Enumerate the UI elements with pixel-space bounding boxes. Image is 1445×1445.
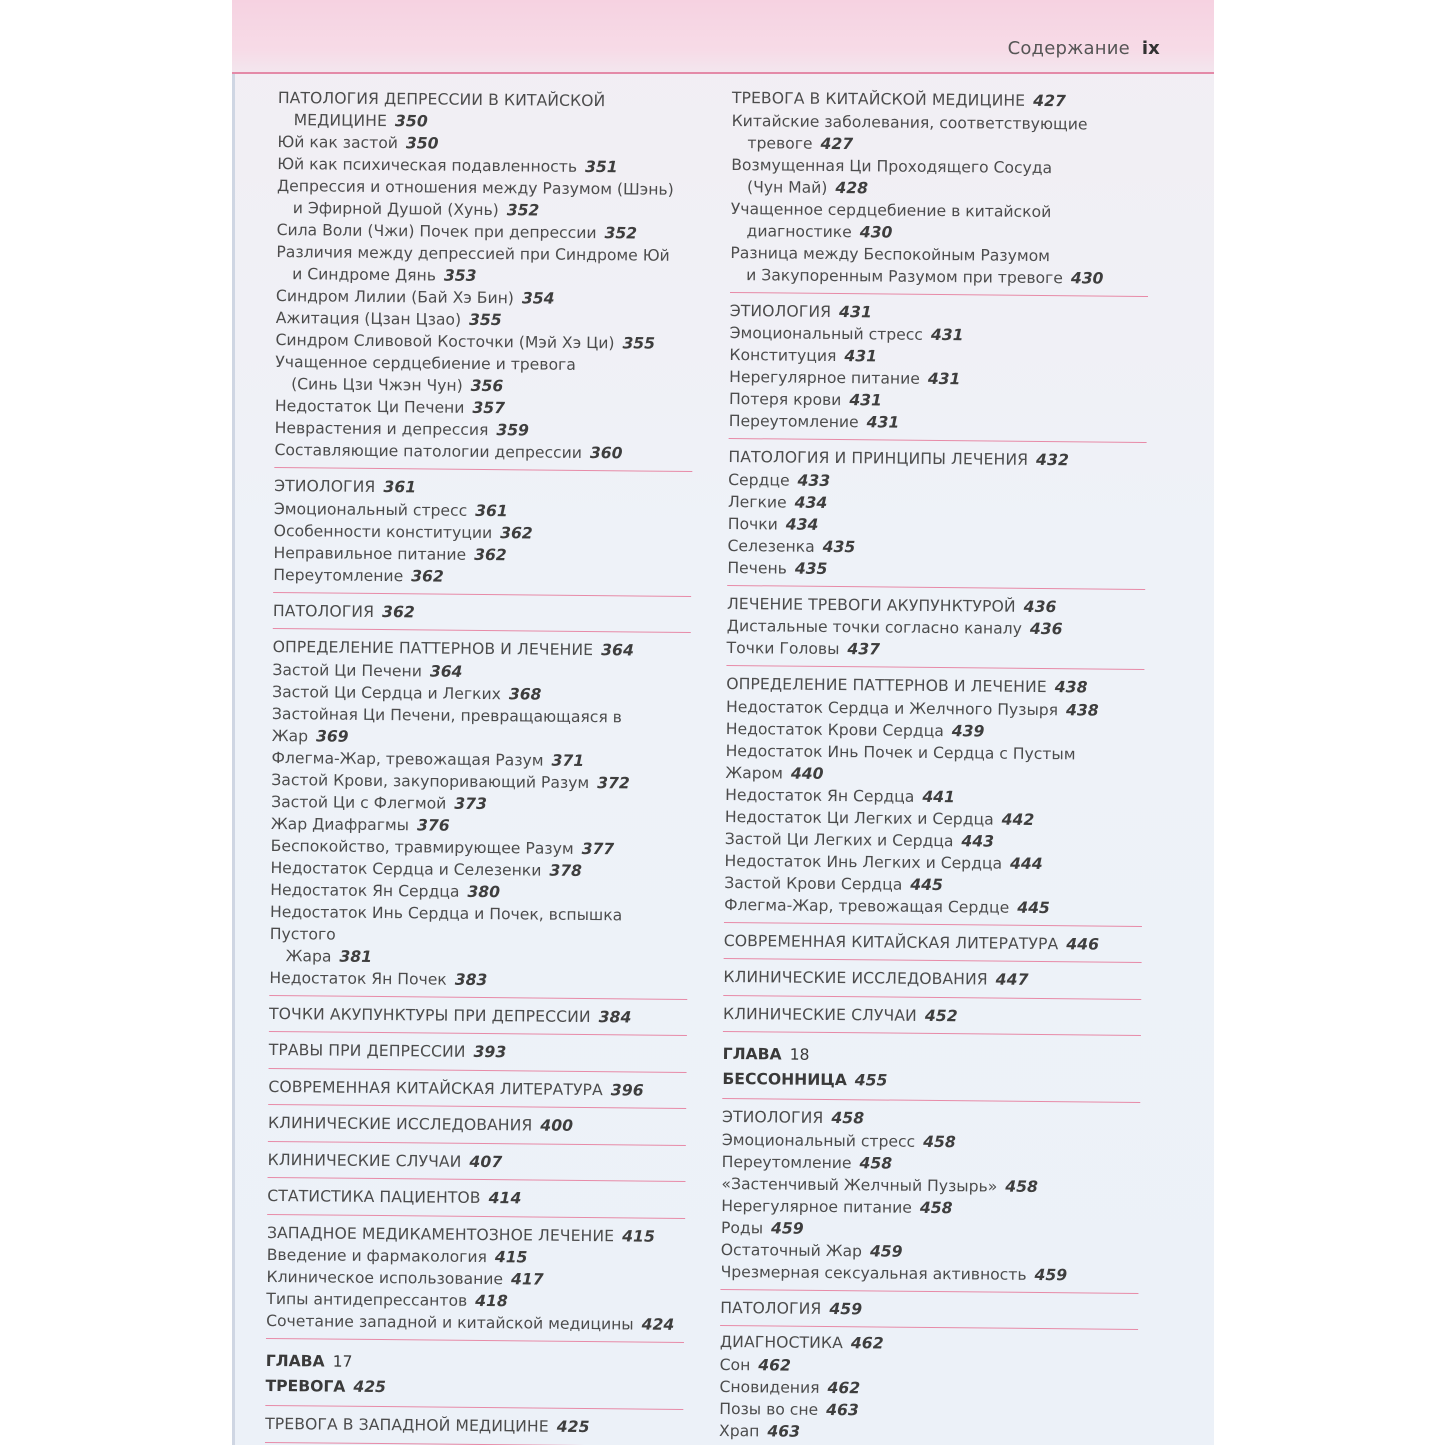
toc-entry-text: Сила Воли (Чжи) Почек при депрессии: [276, 220, 597, 243]
toc-page-number: 438: [1066, 700, 1099, 720]
toc-page-number: 371: [551, 751, 585, 770]
toc-entry[interactable]: [274, 439, 692, 465]
chapter-title: [722, 1067, 1140, 1096]
toc-entry-text: и Синдроме Дянь: [292, 265, 437, 285]
toc-section: [730, 86, 1150, 297]
toc-entry-text: Переутомление: [721, 1152, 852, 1172]
toc-entry-text: ЭТИОЛОГИЯ: [722, 1107, 824, 1127]
toc-section: [265, 1412, 683, 1445]
toc-page-number: 383: [454, 970, 488, 989]
toc-page-number: 359: [496, 421, 530, 440]
toc-entry-text: Застой Ци с Флегмой: [271, 792, 447, 813]
toc-section: [268, 1147, 686, 1182]
toc-page-number: 452: [924, 1006, 958, 1025]
toc-page-number: 432: [1036, 450, 1070, 470]
toc-page-number: 463: [826, 1400, 859, 1419]
toc-entry-text: Юй как застой: [277, 132, 399, 153]
toc-entry-text: Составляющие патологии депрессии: [274, 440, 583, 462]
toc-entry-text: Застойная Ци Печени, превращающаяся в Жар: [271, 704, 623, 745]
toc-entry-text: Застой Ци Сердца и Легких: [272, 682, 501, 703]
toc-entry-text: Роды: [720, 1218, 764, 1237]
toc-entry-text: Учащенное сердцебиение и тревога: [275, 352, 576, 374]
toc-entry-text: Недостаток Инь Почек и Сердца с Пустым Жаром: [725, 741, 1076, 783]
book-page: [232, 0, 1214, 1445]
toc-entry-text: КЛИНИЧЕСКИЕ СЛУЧАИ: [723, 1004, 917, 1025]
toc-section: [269, 635, 690, 999]
toc-entry-text: Синдром Лилии (Бай Хэ Бин): [275, 286, 515, 308]
toc-page-number: 417: [510, 1270, 544, 1289]
toc-page-number: 384: [598, 1007, 632, 1026]
toc-entry-text: и Эфирной Душой (Хунь): [292, 199, 499, 220]
toc-page-number: 352: [604, 224, 638, 243]
header-band: [232, 0, 1214, 74]
toc-entry-text: Недостаток Крови Сердца: [725, 719, 944, 740]
toc-entry-text: Жара: [285, 946, 332, 966]
toc-page-number: 434: [785, 515, 819, 534]
toc-entry-text: ПАТОЛОГИЯ: [272, 601, 375, 621]
toc-page-number: 458: [923, 1132, 956, 1151]
toc-entry-text: (Чун Май): [746, 177, 828, 197]
toc-page-number: 380: [467, 882, 501, 901]
chapter-word: ГЛАВА: [722, 1044, 782, 1064]
toc-entry-text: Застой Крови Сердца: [724, 873, 903, 894]
toc-entry-text: ЗАПАДНОЕ МЕДИКАМЕНТОЗНОЕ ЛЕЧЕНИЕ: [266, 1223, 615, 1245]
toc-page-number: 431: [849, 391, 883, 410]
toc-entry-text: Недостаток Инь Сердца и Почек, вспышка Пустого: [269, 902, 623, 944]
toc-entry[interactable]: [269, 966, 687, 992]
toc-section-heading[interactable]: [268, 1076, 686, 1102]
toc-entry-text: Храп: [719, 1421, 760, 1440]
chapter-title-text: БЕССОННИЦА: [722, 1069, 847, 1090]
toc-page-number: 415: [494, 1248, 528, 1267]
toc-page-number: 407: [469, 1152, 503, 1171]
toc-page-number: 355: [622, 334, 656, 353]
toc-page-number: 438: [1054, 678, 1088, 697]
toc-entry-text: Китайские заболевания, соответствующие: [731, 111, 1088, 133]
toc-page-number: 447: [995, 970, 1029, 989]
toc-page-number: 439: [951, 721, 985, 740]
toc-entry-text: Неправильное питание: [273, 543, 467, 564]
toc-entry-text: ПАТОЛОГИЯ ДЕПРЕССИИ В КИТАЙСКОЙ: [277, 88, 606, 111]
chapter-title: [265, 1374, 683, 1403]
toc-entry-text: Жар Диафрагмы: [270, 814, 410, 834]
toc-entry-text: Застой Крови, закупоривающий Разум: [271, 770, 590, 792]
toc-section: [723, 965, 1141, 1000]
toc-entry[interactable]: [725, 739, 1143, 787]
toc-page-number: 361: [383, 478, 417, 497]
toc-entry[interactable]: [730, 263, 1148, 289]
toc-section-heading[interactable]: [269, 1003, 687, 1029]
toc-entry-text: Введение и фармакология: [266, 1245, 487, 1267]
page-spine-shadow: [232, 0, 235, 1445]
toc-entry-text: ОПРЕДЕЛЕНИЕ ПАТТЕРНОВ И ЛЕЧЕНИЕ: [726, 674, 1047, 697]
toc-entry-text: Флегма-Жар, тревожащая Сердце: [724, 895, 1010, 917]
toc-entry-text: Юй как психическая подавленность: [277, 154, 578, 176]
toc-section: [720, 1295, 1138, 1330]
toc-page-number: 431: [839, 302, 873, 321]
toc-entry-text: Особенности конституции: [273, 521, 493, 542]
toc-entry-text: тревоге: [747, 133, 813, 153]
toc-section: [724, 672, 1144, 927]
toc-entry-text: Сочетание западной и китайской медицины: [266, 1311, 634, 1334]
toc-right-column: [719, 86, 1150, 1445]
toc-section-heading[interactable]: [267, 1186, 685, 1212]
toc-page-number: 434: [794, 493, 828, 512]
toc-page-number: 400: [540, 1116, 574, 1135]
toc-entry-text: ТРЕВОГА В ЗАПАДНОЙ МЕДИЦИНЕ: [265, 1414, 549, 1436]
toc-entry-text: Ажитация (Цзан Цзао): [275, 308, 462, 329]
toc-page-number: 357: [472, 398, 506, 418]
toc-page-number: 427: [1033, 91, 1067, 111]
toc-entry[interactable]: [272, 702, 690, 750]
toc-entry-text: Сон: [719, 1355, 751, 1374]
toc-entry-text: Возмущенная Ци Проходящего Сосуда: [731, 155, 1053, 177]
toc-page-number: 440: [790, 764, 824, 783]
chapter-heading: [265, 1345, 684, 1410]
toc-entry-text: ЭТИОЛОГИЯ: [729, 301, 832, 321]
toc-entry-text: Клиническое использование: [266, 1267, 504, 1289]
toc-page-number: 362: [500, 523, 533, 542]
running-head: [1008, 38, 1160, 59]
running-head-page: ix: [1141, 38, 1160, 59]
toc-page-number: 458: [831, 1109, 865, 1128]
toc-page-number: 368: [508, 684, 542, 704]
toc-page-number: 372: [597, 773, 630, 792]
toc-entry-text: Типы антидепрессантов: [266, 1289, 468, 1310]
toc-entry-text: Недостаток Сердца и Желчного Пузыря: [725, 697, 1059, 719]
toc-entry-text: МЕДИЦИНЕ: [293, 110, 388, 130]
toc-entry-text: Флегма-Жар, тревожащая Разум: [271, 748, 544, 770]
toc-section-heading[interactable]: [273, 600, 691, 626]
toc-entry-text: СОВРЕМЕННАЯ КИТАЙСКАЯ ЛИТЕРАТУРА: [268, 1077, 603, 1099]
toc-entry-text: КЛИНИЧЕСКИЕ ИССЛЕДОВАНИЯ: [267, 1113, 533, 1135]
toc-entry-text: Учащенное сердцебиение в китайской: [730, 199, 1052, 221]
toc-entry-text: Недостаток Ци Печени: [274, 396, 465, 417]
toc-entry-text: Переутомление: [728, 411, 859, 432]
toc-page-number: 458: [859, 1153, 893, 1173]
toc-page-number: 350: [405, 134, 439, 153]
toc-entry-text: Недостаток Ян Сердца: [270, 880, 460, 901]
toc-entry-text: ТРЕВОГА В КИТАЙСКОЙ МЕДИЦИНЕ: [731, 88, 1026, 110]
toc-page-number: 376: [416, 815, 450, 835]
toc-entry[interactable]: [270, 900, 688, 948]
toc-section: [727, 445, 1146, 590]
toc-page-number: 442: [1001, 810, 1035, 829]
toc-entry-text: ЭТИОЛОГИЯ: [274, 476, 376, 496]
toc-page-number: 350: [394, 111, 428, 130]
toc-page-number: 431: [844, 347, 878, 366]
toc-entry-text: (Синь Цзи Чжэн Чун): [291, 375, 463, 395]
toc-page-number: 435: [794, 559, 828, 578]
toc-section-heading[interactable]: [265, 1414, 683, 1440]
toc-section: [273, 598, 691, 633]
toc-section: [720, 1105, 1140, 1294]
toc-entry[interactable]: [727, 556, 1145, 582]
toc-entry[interactable]: [729, 410, 1147, 436]
running-head-title: Содержание: [1007, 38, 1130, 59]
toc-page-number: 431: [927, 369, 961, 389]
toc-entry-text: Остаточный Жар: [720, 1240, 863, 1260]
toc-page-number: 361: [475, 501, 508, 520]
toc-entry-text: Сердце: [728, 470, 790, 490]
toc-page-number: 424: [641, 1315, 675, 1334]
toc-page-number: 443: [961, 831, 995, 851]
toc-entry-text: Недостаток Сердца и Селезенки: [270, 858, 542, 880]
toc-entry-text: Беспокойство, травмирующее Разум: [270, 836, 574, 858]
chapter-page-number: 455: [854, 1071, 888, 1090]
toc-entry-text: ПАТОЛОГИЯ: [720, 1298, 822, 1318]
toc-entry-text: Эмоциональный стресс: [273, 499, 468, 520]
toc-entry-text: Селезенка: [727, 536, 815, 556]
toc-page-number: 441: [922, 787, 956, 806]
toc-entry-text: Неврастения и депрессия: [274, 418, 489, 440]
toc-page-number: 355: [469, 310, 502, 330]
toc-section: [266, 1220, 685, 1343]
toc-section: [724, 928, 1142, 963]
toc-page-number: 362: [411, 566, 444, 586]
toc-entry-text: Легкие: [727, 492, 787, 512]
toc-entry-text: СТАТИСТИКА ПАЦИЕНТОВ: [267, 1186, 481, 1207]
toc-page-number: 462: [758, 1355, 791, 1375]
toc-entry-text: Синдром Сливовой Косточки (Мэй Хэ Ци): [275, 330, 615, 353]
toc-page-number: 393: [473, 1042, 507, 1062]
toc-page-number: 428: [835, 178, 869, 197]
toc-page-number: 445: [1017, 898, 1050, 917]
toc-section: [274, 86, 696, 472]
toc-section-heading[interactable]: [723, 967, 1141, 993]
toc-section-heading[interactable]: [269, 1040, 687, 1066]
toc-page-number: 431: [866, 413, 900, 432]
toc-entry-text: КЛИНИЧЕСКИЕ СЛУЧАИ: [267, 1150, 462, 1171]
toc-entry[interactable]: [724, 893, 1142, 919]
toc-entry-text: Разница между Беспокойным Разумом: [730, 243, 1051, 265]
toc-page-number: 369: [315, 726, 349, 746]
toc-entry-text: Застой Ци Легких и Сердца: [724, 829, 954, 850]
toc-page-number: 362: [474, 545, 507, 564]
toc-entry[interactable]: [721, 1260, 1139, 1286]
toc-entry-text: Дистальные точки согласно каналу: [726, 616, 1022, 638]
toc-entry-text: Застой Ци Печени: [272, 660, 422, 680]
toc-entry[interactable]: [719, 1419, 1137, 1445]
toc-page-number: 459: [829, 1299, 863, 1318]
toc-page-number: 462: [827, 1378, 861, 1397]
toc-section: [269, 1001, 687, 1036]
toc-entry-text: Эмоциональный стресс: [721, 1130, 916, 1151]
toc-page-number: 373: [454, 794, 487, 813]
toc-section-heading[interactable]: [268, 1113, 686, 1139]
chapter-number: 18: [789, 1045, 810, 1064]
toc-page-number: 418: [475, 1291, 508, 1311]
toc-entry-text: Переутомление: [273, 565, 404, 585]
toc-page-number: 435: [822, 537, 856, 556]
toc-page-number: 351: [584, 157, 618, 177]
toc-entry[interactable]: [726, 637, 1144, 663]
toc-entry-text: Печень: [727, 558, 787, 578]
toc-section: [723, 1001, 1141, 1036]
toc-page-number: 444: [1010, 854, 1043, 873]
toc-entry-text: Недостаток Ян Сердца: [725, 785, 915, 806]
toc-entry-text: ТОЧКИ АКУПУНКТУРЫ ПРИ ДЕПРЕССИИ: [269, 1004, 591, 1026]
toc-entry-text: КЛИНИЧЕСКИЕ ИССЛЕДОВАНИЯ: [723, 967, 988, 989]
toc-left-column: [265, 86, 696, 1445]
toc-entry-text: Нерегулярное питание: [729, 367, 920, 388]
chapter-page-number: 425: [353, 1377, 387, 1397]
toc-page-number: 364: [429, 661, 463, 681]
toc-page-number: 463: [767, 1421, 801, 1441]
toc-page-number: 436: [1023, 597, 1057, 616]
toc-page-number: 458: [919, 1198, 953, 1217]
chapter-title-text: ТРЕВОГА: [265, 1376, 346, 1396]
toc-entry-text: Точки Головы: [726, 638, 840, 659]
toc-entry-text: Нерегулярное питание: [721, 1196, 913, 1217]
toc-entry-text: Эмоциональный стресс: [729, 323, 924, 344]
toc-page-number: 414: [488, 1189, 522, 1208]
toc-page-number: 430: [1070, 268, 1104, 288]
toc-page-number: 433: [797, 471, 831, 490]
toc-page-number: 356: [470, 376, 504, 396]
toc-entry-text: Конституция: [729, 345, 837, 366]
chapter-heading: [722, 1038, 1141, 1103]
toc-entry-text: Сновидения: [719, 1377, 820, 1397]
toc-section: [268, 1074, 686, 1109]
toc-entry-text: Недостаток Ян Почек: [269, 968, 447, 989]
toc-entry-text: «Застенчивый Желчный Пузырь»: [721, 1174, 998, 1196]
toc-entry-text: Позы во сне: [719, 1399, 819, 1419]
toc-page-number: 427: [820, 134, 854, 153]
toc-section: [719, 1332, 1138, 1445]
toc-entry-text: Недостаток Инь Легких и Сердца: [724, 851, 1003, 873]
toc-page-number: 459: [1034, 1265, 1068, 1284]
toc-page-number: 360: [589, 444, 623, 463]
chapter-word: ГЛАВА: [265, 1351, 325, 1371]
toc-page-number: 362: [381, 602, 416, 621]
toc-entry-text: ОПРЕДЕЛЕНИЕ ПАТТЕРНОВ И ЛЕЧЕНИЕ: [272, 637, 594, 660]
toc-section: [729, 298, 1148, 443]
toc-page-number: 377: [581, 839, 615, 858]
toc-page-number: 446: [1066, 934, 1100, 954]
toc-section-heading[interactable]: [720, 1297, 1138, 1323]
toc-entry-text: ТРАВЫ ПРИ ДЕПРЕССИИ: [268, 1040, 466, 1061]
toc-page-number: 396: [610, 1080, 644, 1100]
toc-entry-text: диагностике: [746, 221, 852, 241]
toc-entry-text: Потеря крови: [728, 389, 842, 410]
toc-entry-text: Различия между депрессией при Синдроме Юй: [276, 242, 670, 265]
toc-entry[interactable]: [266, 1310, 684, 1336]
toc-page-number: 445: [910, 875, 943, 894]
toc-entry-text: ЛЕЧЕНИЕ ТРЕВОГИ АКУПУНКТУРОЙ: [726, 594, 1016, 616]
toc-section: [726, 591, 1145, 670]
toc-entry-text: Недостаток Ци Легких и Сердца: [724, 807, 994, 829]
toc-page-number: 378: [549, 861, 583, 880]
toc-page-number: 354: [521, 289, 555, 308]
toc-entry-text: Депрессия и отношения между Разумом (Шэнь): [276, 176, 674, 199]
toc-page-number: 352: [506, 201, 540, 220]
toc-section: [269, 1038, 687, 1073]
toc-page-number: 437: [847, 640, 881, 659]
toc-page-number: 459: [771, 1218, 804, 1238]
toc-page-number: 459: [869, 1241, 903, 1261]
toc-entry-text: Почки: [727, 514, 778, 533]
toc-entry-text: СОВРЕМЕННАЯ КИТАЙСКАЯ ЛИТЕРАТУРА: [723, 931, 1059, 953]
toc-section: [273, 474, 692, 597]
toc-entry[interactable]: [273, 563, 691, 589]
toc-entry-text: и Закупоренным Разумом при тревоге: [746, 265, 1063, 287]
toc-page-number: 381: [339, 947, 373, 966]
toc-page-number: 415: [622, 1226, 656, 1246]
toc-entry-text: ПАТОЛОГИЯ И ПРИНЦИПЫ ЛЕЧЕНИЯ: [728, 447, 1029, 469]
toc-page-number: 436: [1029, 619, 1063, 639]
toc-section-heading[interactable]: [723, 1003, 1141, 1029]
toc-page-number: 425: [556, 1417, 590, 1437]
chapter-number: 17: [332, 1352, 353, 1371]
toc-page-number: 364: [601, 641, 635, 660]
toc-section-heading[interactable]: [268, 1149, 686, 1175]
toc-section: [267, 1184, 685, 1219]
toc-page-number: 431: [930, 325, 964, 345]
toc-page-number: 430: [859, 222, 893, 242]
toc-entry-text: ДИАГНОСТИКА: [719, 1332, 843, 1353]
toc-page-number: 353: [443, 266, 477, 285]
toc-section-heading[interactable]: [724, 930, 1142, 956]
toc-page-number: 462: [850, 1334, 884, 1353]
toc-page-number: 458: [1005, 1177, 1038, 1196]
toc-entry-text: Чрезмерная сексуальная активность: [720, 1262, 1027, 1284]
toc-section: [268, 1111, 686, 1146]
